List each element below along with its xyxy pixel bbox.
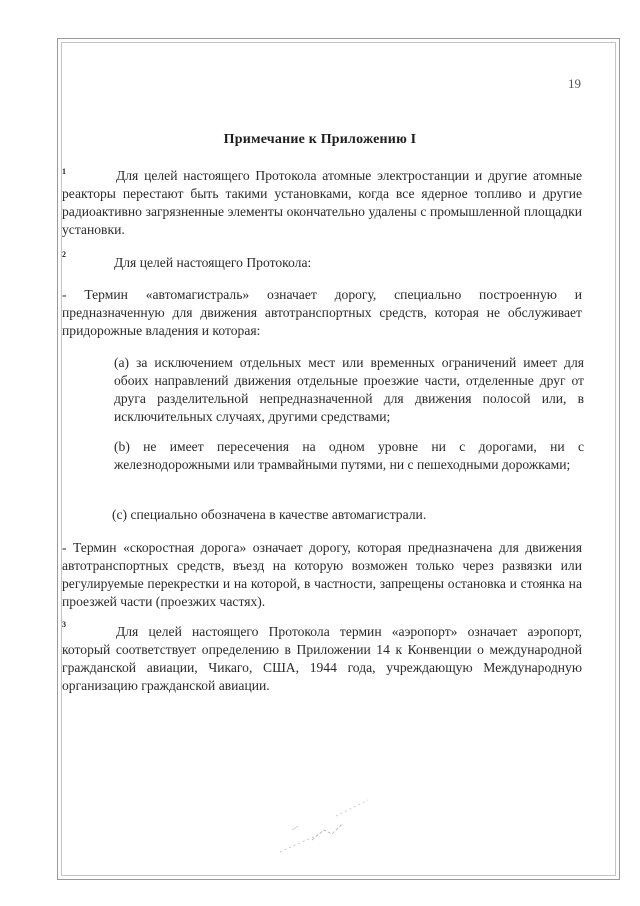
footnote-marker-1: 1 [62, 167, 66, 176]
faint-signature-mark [272, 790, 382, 860]
page-number: 19 [568, 76, 581, 91]
footnote-2-intro: Для целей настоящего Протокола: [114, 255, 312, 270]
footnote-3-text: Для целей настоящего Протокола термин «аэропорт» означает аэропорт, который соответствует определению в Приложении 14 к Конвенции о международной гражданской авиации, Чикаго, США, 1944 года, учреждающую Международную организацию гражданской авиации. [62, 624, 582, 693]
section-title: Примечание к Приложению I [223, 132, 417, 147]
motorway-condition-b: (b) не имеет пересечения на одном уровне ни с дорогами, ни с железнодорожными или трамвайными путями, ни с пешеходными дорожками; [114, 439, 584, 472]
motorway-condition-c: (c) специально обозначена в качестве автомагистрали. [112, 507, 427, 522]
motorway-condition-a: (a) за исключением отдельных мест или временных ограничений имеет для обоих направлений движения отдельные проезжие части, отделенные друг от друга разделительной непредназначенной для движения полосой или, в исключительных случаях, другими средствами; [114, 355, 584, 424]
motorway-definition: - Термин «автомагистраль» означает дорогу, специально построенную и предназначенную для движения автотранспортных средств, которая не обслуживает придорожные владения и которая: [62, 287, 582, 338]
footnote-marker-2: 2 [62, 250, 66, 259]
footnote-1-text: Для целей настоящего Протокола атомные электростанции и другие атомные реакторы перестают быть такими установками, когда все ядерное топливо и другие радиоактивно загрязненные элементы окончательно удалены с промышленной площадки установки. [62, 168, 582, 237]
footnote-marker-3: 3 [62, 620, 66, 629]
expressway-definition: - Термин «скоростная дорога» означает дорогу, которая предназначена для движения автотранспортных средств, въезд на которую возможен только через развязки или регулируемые перекрестки и на которой, в частности, запрещены остановка и стоянка на проезжей части (проезжих частях). [62, 540, 582, 609]
